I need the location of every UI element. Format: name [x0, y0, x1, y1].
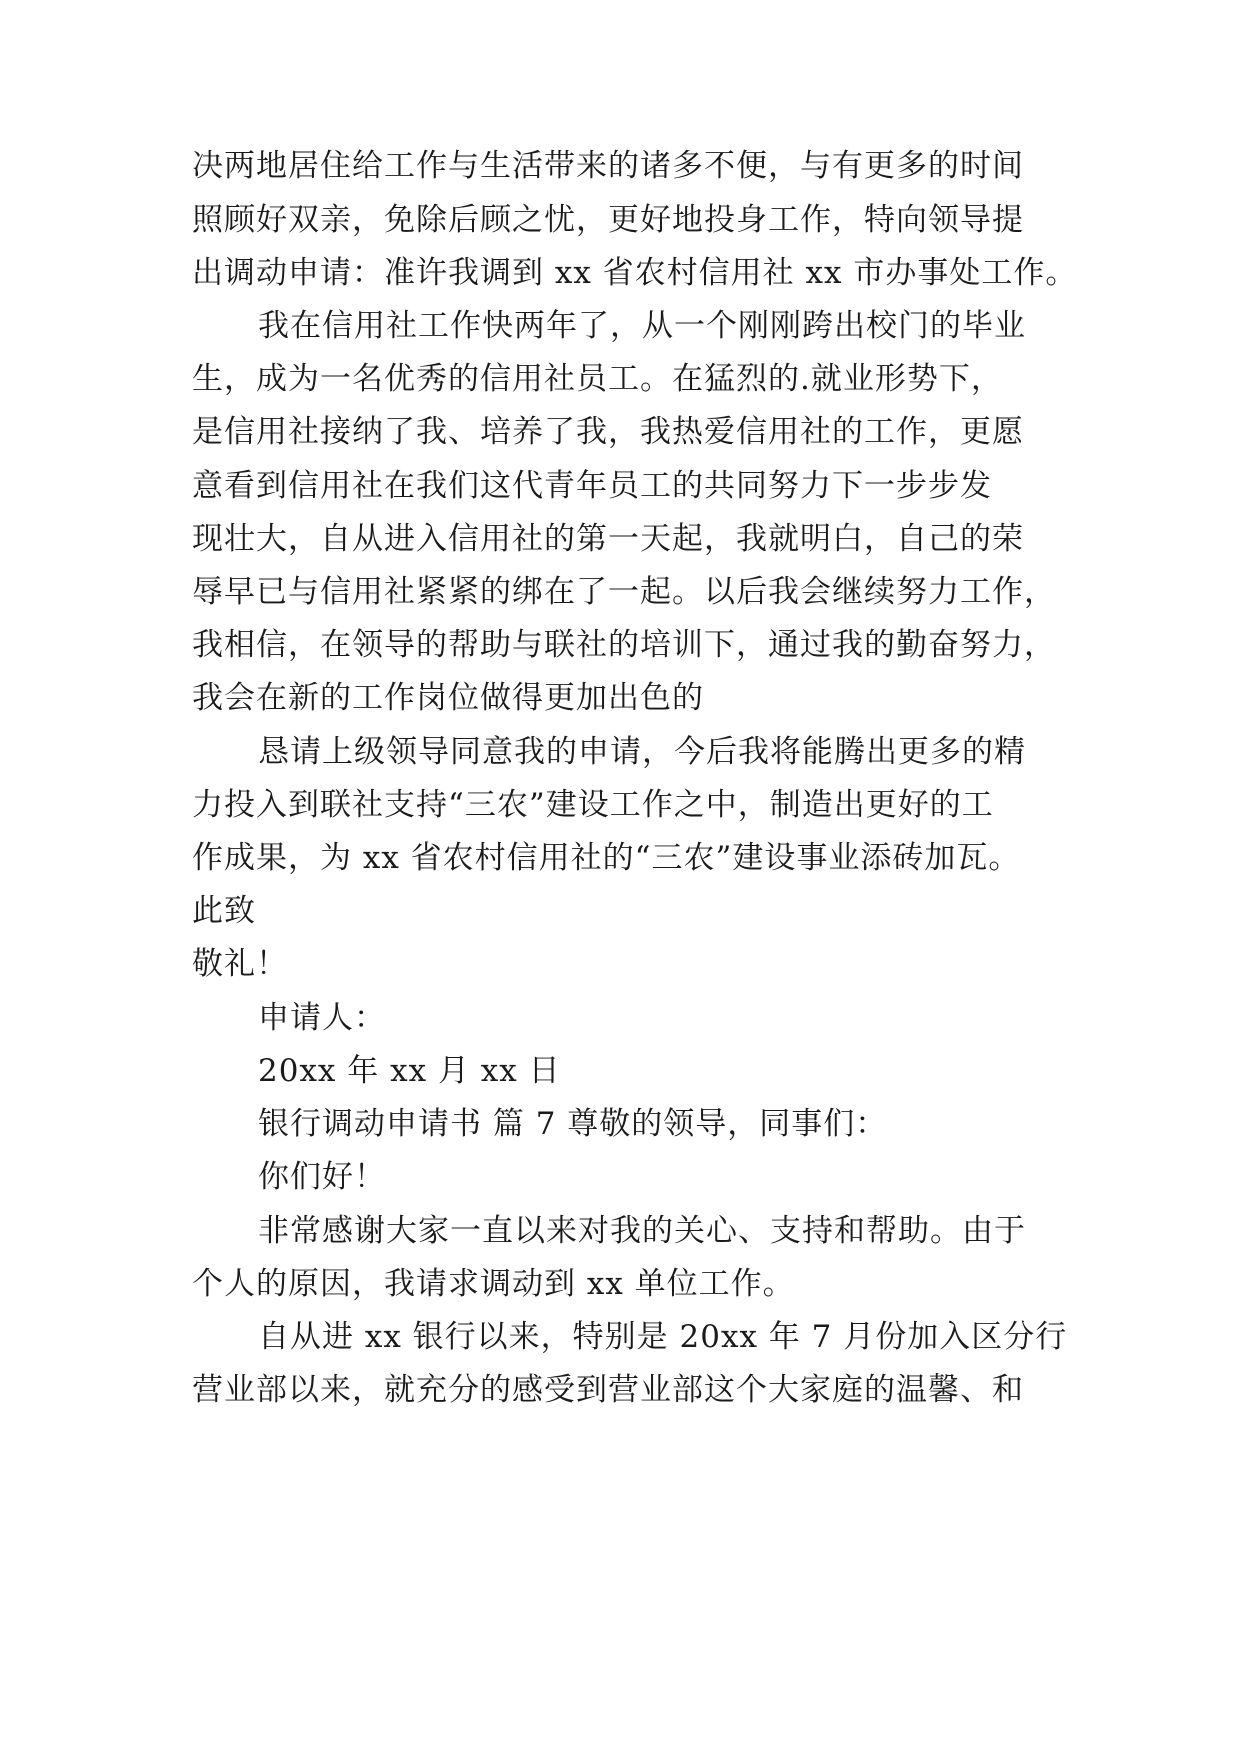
signature-line: 申请人：: [258, 1000, 386, 1036]
paragraph-line: 出调动申请：准许我调到 xx 省农村信用社 xx 市办事处工作。: [192, 255, 1078, 291]
paragraph-line: 辱早已与信用社紧紧的绑在了一起。以后我会继续努力工作，: [192, 574, 1056, 610]
paragraph-line: 个人的原因，我请求调动到 xx 单位工作。: [192, 1266, 795, 1302]
paragraph-line: 我相信，在领导的帮助与联社的培训下，通过我的勤奋努力，: [192, 627, 1056, 663]
paragraph-line: 我在信用社工作快两年了，从一个刚刚跨出校门的毕业: [258, 308, 1026, 344]
closing-line: 此致: [192, 893, 256, 929]
paragraph-line: 力投入到联社支持“三农”建设工作之中，制造出更好的工: [192, 787, 994, 823]
paragraph-line: 恳请上级领导同意我的申请，今后我将能腾出更多的精: [258, 734, 1026, 770]
closing-line: 敬礼！: [192, 946, 288, 982]
paragraph-line: 是信用社接纳了我、培养了我，我热爱信用社的工作，更愿: [192, 414, 1024, 450]
paragraph-line: 我会在新的工作岗位做得更加出色的: [192, 680, 704, 716]
paragraph-line: 作成果，为 xx 省农村信用社的“三农”建设事业添砖加瓦。: [192, 840, 1021, 876]
paragraph-line: 现壮大，自从进入信用社的第一天起，我就明白，自己的荣: [192, 521, 1024, 557]
date-line: 20xx 年 xx 月 xx 日: [258, 1053, 561, 1089]
greeting-line: 你们好！: [258, 1159, 386, 1195]
section-heading: 银行调动申请书 篇 7 尊敬的领导，同事们：: [258, 1106, 888, 1142]
paragraph-line: 生，成为一名优秀的信用社员工。在猛烈的.就业形势下，: [192, 361, 1003, 397]
paragraph-line: 营业部以来，就充分的感受到营业部这个大家庭的温馨、和: [192, 1372, 1024, 1408]
paragraph-line: 决两地居住给工作与生活带来的诸多不便，与有更多的时间: [192, 148, 1024, 184]
paragraph-line: 非常感谢大家一直以来对我的关心、支持和帮助。由于: [258, 1213, 1026, 1249]
paragraph-line: 意看到信用社在我们这代青年员工的共同努力下一步步发: [192, 468, 992, 504]
paragraph-line: 自从进 xx 银行以来，特别是 20xx 年 7 月份加入区分行: [258, 1319, 1068, 1355]
paragraph-line: 照顾好双亲，免除后顾之忧，更好地投身工作，特向领导提: [192, 202, 1024, 238]
